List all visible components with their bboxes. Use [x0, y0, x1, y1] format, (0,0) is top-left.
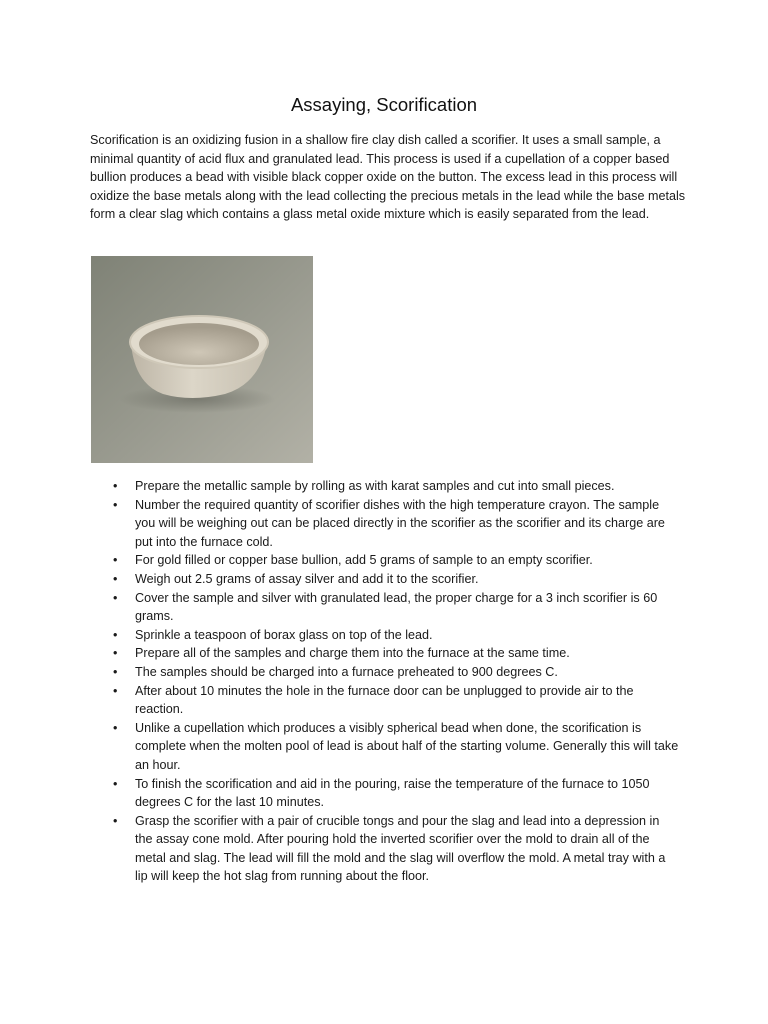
bullet-glyph: •: [113, 627, 118, 642]
step-text: Weigh out 2.5 grams of assay silver and add it to the scorifier.: [135, 571, 479, 586]
bullet-glyph: •: [113, 497, 118, 512]
step-text: Cover the sample and silver with granulated lead, the proper charge for a 3 inch scorifier is 60 grams.: [135, 590, 658, 624]
scorifier-dish-image: [91, 256, 313, 463]
bullet-glyph: •: [113, 479, 118, 493]
list-item: [0, 719, 680, 775]
bullet-glyph: •: [113, 813, 118, 828]
bullet-glyph: •: [113, 720, 118, 735]
bullet-glyph: •: [113, 571, 118, 586]
step-text: Unlike a cupellation which produces a visibly spherical bead when done, the scorification is complete when the molten pool of lead is about half of the starting volume. Generally this will take an hour.: [135, 720, 679, 772]
list-item: [0, 570, 680, 589]
step-text: Prepare the metallic sample by rolling as with karat samples and cut into small pieces.: [135, 479, 615, 493]
bullet-glyph: •: [113, 664, 118, 679]
list-item: [0, 551, 680, 570]
step-text: For gold filled or copper base bullion, add 5 grams of sample to an empty scorifier.: [135, 553, 593, 568]
step-text: The samples should be charged into a furnace preheated to 900 degrees C.: [135, 664, 558, 679]
list-item: [0, 682, 680, 719]
list-item: [0, 812, 680, 886]
list-item: [0, 663, 680, 682]
step-text: Number the required quantity of scorifier dishes with the high temperature crayon. The sample you will be weighing out can be placed directly in the scorifier as the scorifier and its charge are put into the furnace cold.: [135, 497, 665, 549]
step-text: Prepare all of the samples and charge them into the furnace at the same time.: [135, 646, 570, 661]
bullet-glyph: •: [113, 590, 118, 605]
bullet-glyph: •: [113, 776, 118, 791]
procedure-steps-list: [0, 477, 768, 886]
scorifier-photo: [91, 256, 313, 463]
list-item: [0, 496, 680, 552]
step-text: Sprinkle a teaspoon of borax glass on top of the lead.: [135, 627, 433, 642]
bullet-glyph: •: [113, 683, 118, 698]
list-item: [0, 775, 680, 812]
step-text: To finish the scorification and aid in the pouring, raise the temperature of the furnace to 1050 degrees C for the last 10 minutes.: [135, 776, 650, 810]
intro-paragraph: Scorification is an oxidizing fusion in a shallow fire clay dish called a scorifier. It uses a small sample, a minimal quantity of acid flux and granulated lead. This process is used if a cupellation of a copper based bullion produces a bead with visible black copper oxide on the button. The excess lead in this process will oxidize the base metals along with the lead collecting the precious metals in the lead while the base metals form a clear slag which contains a glass metal oxide mixture which is easily separated from the lead.: [90, 133, 686, 222]
list-item: [0, 626, 680, 645]
bullet-glyph: •: [113, 553, 118, 568]
bullet-glyph: •: [113, 646, 118, 661]
list-item: [0, 644, 680, 663]
page-title: Assaying, Scorification: [290, 94, 478, 115]
step-text: Grasp the scorifier with a pair of crucible tongs and pour the slag and lead into a depression in the assay cone mold. After pouring hold the inverted scorifier over the mold to drain all of the metal and slag. The lead will fill the mold and the slag will overflow the mold. A metal tray with a lip will keep the hot slag from running about the floor.: [135, 813, 666, 884]
list-item: [0, 589, 680, 626]
step-text: After about 10 minutes the hole in the furnace door can be unplugged to provide air to the reaction.: [135, 683, 634, 717]
list-item: [0, 477, 680, 496]
